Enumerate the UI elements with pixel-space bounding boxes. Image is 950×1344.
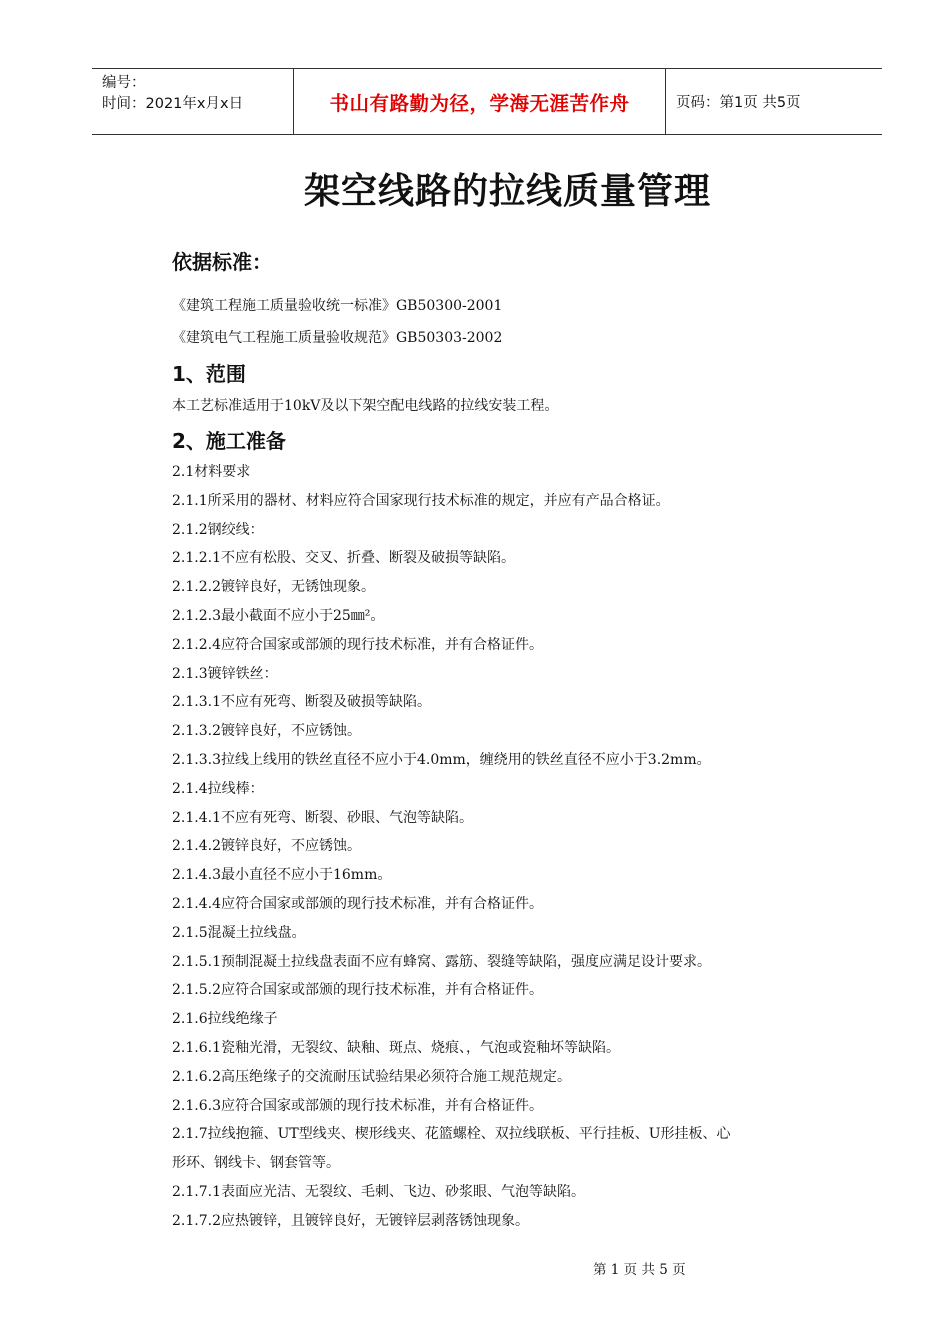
header-motto: 书山有路勤为径，学海无涯苦作舟 <box>293 69 666 134</box>
section2-line: 形环、钢线卡、钢套管等。 <box>172 1155 340 1172</box>
section2-line: 2.1.7拉线抱箍、UT型线夹、楔形线夹、花篮螺栓、双拉线联板、平行挂板、U形挂板、心 <box>172 1126 731 1143</box>
header-table <box>92 68 882 135</box>
section2-line: 2.1.3镀锌铁丝： <box>172 665 278 682</box>
section2-line: 2.1.3.1不应有死弯、断裂及破损等缺陷。 <box>172 694 431 711</box>
basis-item: 《建筑电气工程施工质量验收规范》GB50303-2002 <box>172 330 503 346</box>
section2-line: 2.1.4.3最小直径不应小于16mm。 <box>172 867 392 884</box>
basis-item: 《建筑工程施工质量验收统一标准》GB50300-2001 <box>172 298 503 314</box>
section2-line: 2.1.4.2镀锌良好，不应锈蚀。 <box>172 838 361 855</box>
section2-line: 2.1.6拉线绝缘子 <box>172 1011 278 1028</box>
section2-line: 2.1材料要求 <box>172 464 251 480</box>
section2-line: 2.1.2.4应符合国家或部颁的现行技术标准，并有合格证件。 <box>172 636 543 653</box>
section2-line: 2.1.5混凝土拉线盘。 <box>172 924 306 941</box>
section2-line: 2.1.5.1预制混凝土拉线盘表面不应有蜂窝、露筋、裂缝等缺陷，强度应满足设计要求。 <box>172 953 711 970</box>
section2-line: 2.1.2.3最小截面不应小于25㎜²。 <box>172 608 385 624</box>
section2-line: 2.1.6.3应符合国家或部颁的现行技术标准，并有合格证件。 <box>172 1097 543 1114</box>
header-page-info: 页码：第1页 共5页 <box>676 95 801 111</box>
section2-heading: 2、施工准备 <box>172 429 286 453</box>
section1-text: 本工艺标准适用于10kV及以下架空配电线路的拉线安装工程。 <box>172 398 559 414</box>
header-meta <box>92 69 293 134</box>
footer-page-number: 第 1 页 共 5 页 <box>593 1262 686 1278</box>
section2-line: 2.1.3.3拉线上线用的铁丝直径不应小于4.0mm，缠绕用的铁丝直径不应小于3.2mm。 <box>172 752 711 768</box>
section2-line: 2.1.7.2应热镀锌，且镀锌良好，无镀锌层剥落锈蚀现象。 <box>172 1212 529 1229</box>
section2-line: 2.1.6.2高压绝缘子的交流耐压试验结果必须符合施工规范规定。 <box>172 1068 571 1085</box>
section2-line: 2.1.5.2应符合国家或部颁的现行技术标准，并有合格证件。 <box>172 982 543 999</box>
section2-line: 2.1.4.4应符合国家或部颁的现行技术标准，并有合格证件。 <box>172 896 543 912</box>
section2-line: 2.1.2.2镀锌良好，无锈蚀现象。 <box>172 579 375 596</box>
section2-line: 2.1.6.1瓷釉光滑，无裂纹、缺釉、斑点、烧痕、，气泡或瓷釉坏等缺陷。 <box>172 1040 620 1056</box>
section2-line: 2.1.3.2镀锌良好，不应锈蚀。 <box>172 723 361 740</box>
section2-line: 2.1.4拉线棒： <box>172 780 264 797</box>
document-title: 架空线路的拉线质量管理 <box>304 171 712 212</box>
section2-line: 2.1.2钢绞线： <box>172 521 264 538</box>
serial-label: 编号： <box>102 75 146 91</box>
section2-line: 2.1.7.1表面应光洁、无裂纹、毛刺、飞边、砂浆眼、气泡等缺陷。 <box>172 1184 585 1200</box>
section2-line: 2.1.2.1不应有松股、交叉、折叠、断裂及破损等缺陷。 <box>172 550 515 567</box>
basis-heading: 依据标准： <box>172 250 272 274</box>
section2-line: 2.1.4.1不应有死弯、断裂、砂眼、气泡等缺陷。 <box>172 809 473 826</box>
section1-heading: 1、范围 <box>172 362 246 386</box>
page-footer <box>0 1258 950 1278</box>
time-label: 时间：2021年x月x日 <box>102 96 244 112</box>
section2-line: 2.1.1所采用的器材、材料应符合国家现行技术标准的规定，并应有产品合格证。 <box>172 492 670 509</box>
